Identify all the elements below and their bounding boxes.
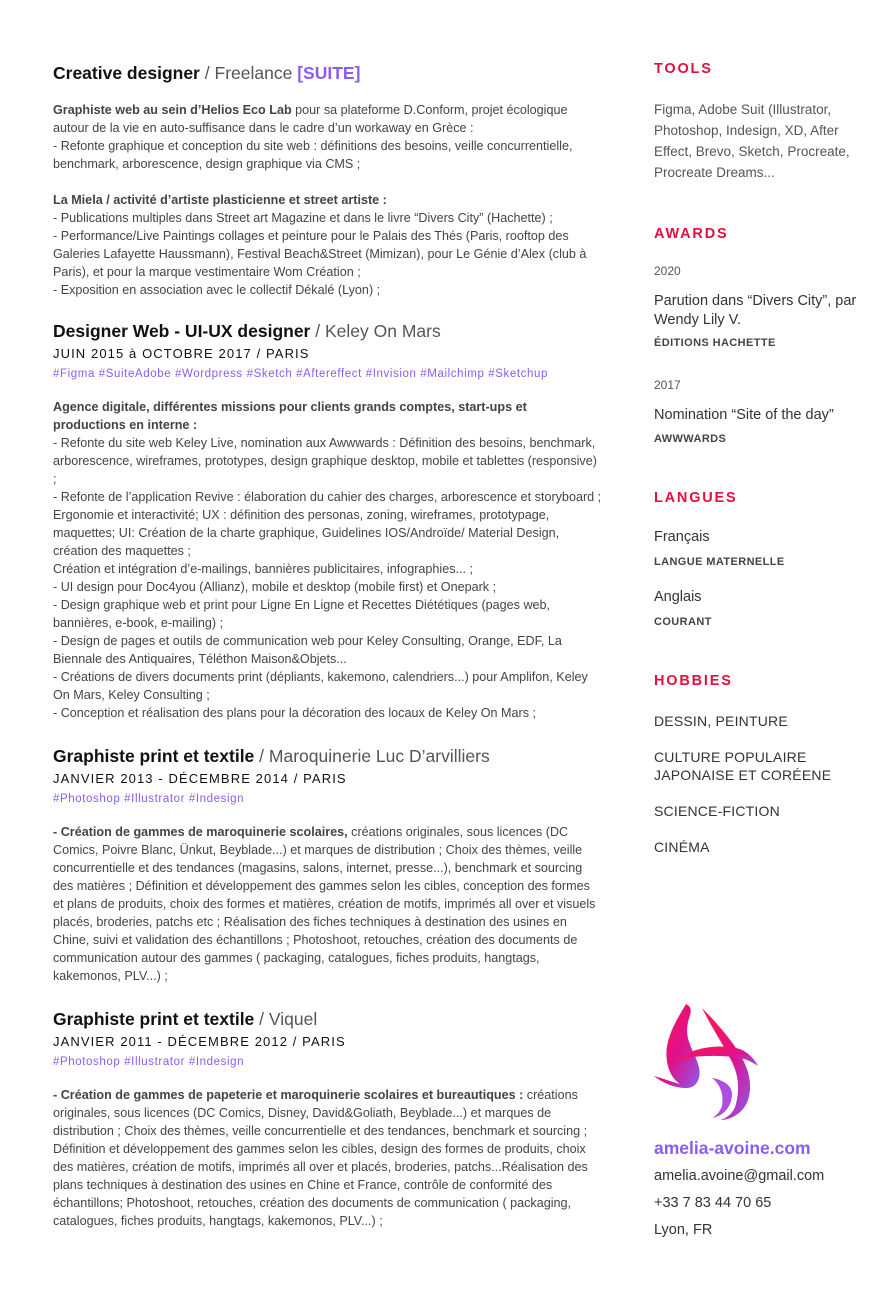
job-title [53,62,603,84]
job-company: Maroquinerie Luc D’arvilliers [268,746,490,766]
monogram-logo-icon [654,1000,762,1122]
experience-maroquinerie [53,745,603,985]
award-title: Parution dans “Divers City”, par Wendy Lily V. [654,293,857,328]
description-lead: Graphiste web au sein d’Helios Eco Lab [53,103,292,117]
job-company: Keley On Mars [325,321,441,341]
languages-heading: LANGUES [654,490,738,506]
language-name: Français [654,529,710,545]
tools-heading: TOOLS [654,61,713,77]
job-date: JANVIER 2011 - DÉCEMBRE 2012 / PARIS [53,1034,346,1049]
description-line [53,632,603,668]
description-line [53,560,603,578]
hobbies-heading: HOBBIES [654,673,733,689]
award-year: 2020 [654,264,681,278]
experience-keley-on-mars [53,320,603,722]
description-text: - Refonte de l’application Revive : élaboration du cahier des charges, arborescence et storyboard ; Ergonomie et interactivité; UX : définition des personas, zoning, wireframes, prototypage, maquettes; UI: Création de la charte graphique, Guidelines IOS/Androïde/ Material Design, création des maquettes ; [53,490,602,558]
job-description [53,1086,603,1230]
description-text: - Design de pages et outils de communication web pour Keley Consulting, Orange, EDF, La Biennale des Antiquaires, Téléthon Maison&Objets... [53,634,562,666]
job-role: Designer Web - UI-UX designer [53,321,311,341]
phone-number[interactable]: +33 7 83 44 70 65 [654,1195,772,1211]
tools-list: Figma, Adobe Suit (Illustrator, Photoshop, Indesign, XD, After Effect, Brevo, Sketch, Procreate, Procreate Dreams... [654,102,850,180]
description-text: - Refonte graphique et conception du site web : définitions des besoins, veille concurrentielle, benchmark, arborescence, design graphique via CMS ; [53,139,573,171]
description-lead: La Miela / activité d’artiste plasticienne et street artiste : [53,193,387,207]
hobby-item: CULTURE POPULAIRE JAPONAISE ET CORÉENE [654,749,832,783]
description-line [53,227,603,281]
description-text: - Performance/Live Paintings collages et peinture pour le Palais des Thés (Paris, rooftop des Galeries Lafayette Haussmann), Festival Beach&Street (Mimizan), pour Le Génie d’Alex (club à Paris), et pour la marque vestimentaire Wom Création ; [53,229,587,279]
language-level: LANGUE MATERNELLE [654,556,785,568]
website-link[interactable]: amelia-avoine.com [654,1138,811,1158]
email-address[interactable]: amelia.avoine@gmail.com [654,1168,825,1184]
description-line [53,398,603,434]
job-description [53,398,603,722]
job-separator: / [315,321,321,341]
description-line [53,596,603,632]
hobby-item: CINÉMA [654,839,710,855]
award-source: ÉDITIONS HACHETTE [654,337,776,349]
description-line [53,209,603,227]
job-title [53,745,603,767]
experience-viquel [53,1008,603,1230]
description-line [53,281,603,299]
language-level: COURANT [654,616,712,628]
description-line [53,191,603,209]
award-title: Nomination “Site of the day” [654,407,834,423]
award-year: 2017 [654,378,681,392]
description-lead: - Création de gammes de papeterie et maroquinerie scolaires et bureautiques : [53,1088,524,1102]
description-text: créations originales, sous licences (DC Comics, Disney, David&Goliath, Beyblade...) et marques de distribution ; Choix des thèmes, veille concurrentielle et des tendances, benchmark et sourcing ; Définition et développement des gammes selon les cibles, design des formes de produits, choix des matières, création de motifs, imprimés all over et placés, broderies, patchs...Réalisation des plans techniques à destination des usines en Chine et France, contrôle de conformité des échantillons; Photoshoot, retouches, création des documents de communication ( packaging, catalogues, fiches produits, hangtags, kakemonos, PLV...) ; [53,1088,588,1228]
language-name: Anglais [654,589,702,605]
job-tags: #Figma #SuiteAdobe #Wordpress #Sketch #Aftereffect #Invision #Mailchimp #Sketchup [53,368,548,380]
description-text: - Design graphique web et print pour Ligne En Ligne et Recettes Diététiques (pages web, bannières, e-book, e-mailing) ; [53,598,551,630]
description-line [53,137,603,173]
job-title [53,1008,603,1030]
description-text: Création et intégration d’e-mailings, bannières publicitaires, infographies... ; [53,562,474,576]
job-role: Graphiste print et textile [53,1009,255,1029]
job-tags: #Photoshop #Illustrator #Indesign [53,1056,245,1068]
award-source: AWWWARDS [654,433,727,445]
description-line [53,823,603,985]
description-text: pour sa plateforme D.Conform, projet écologique autour de la vie en auto-suffisance dans le cadre d’un workaway en Grèce : [53,103,568,135]
description-text: - Créations de divers documents print (dépliants, kakemono, calendriers...) pour Amplifon, Keley On Mars, Keley Consulting ; [53,670,588,702]
description-line [53,704,603,722]
description-text: - Exposition en association avec le collectif Dékalé (Lyon) ; [53,283,381,297]
job-separator: / [204,63,210,83]
description-text: - Refonte du site web Keley Live, nomination aux Awwwards : Définition des besoins, benchmark, arborescence, wireframes, prototypes, design graphique desktop, mobile et tablettes (responsive) ; [53,436,597,486]
description-text: - UI design pour Doc4you (Allianz), mobile et desktop (mobile first) et Onepark ; [53,580,497,594]
description-text: créations originales, sous licences (DC Comics, Poivre Blanc, Ünkut, Beyblade...) et marques de distribution ; Choix des thèmes, veille concurrentielle et des tendances (magasins, salons, internet, presse...), benchmark et sourcing des matières ; Définition et développement des gammes selon les cibles, conception des formes et plans de produits, choix des formes et matières, création de motifs, imprimés all over et visuels placés, broderies, patchs etc ; Réalisation des fiches techniques à destination des usines en Chine, suivi et validation des échantillons ; Photoshoot, retouches, création des documents de communication autour des gammes ( packaging, catalogues, fiches produits, hangtags, kakemonos, PLV...) ; [53,825,596,983]
paragraph-gap [53,173,603,191]
job-role: Graphiste print et textile [53,746,255,766]
job-tags: #Photoshop #Illustrator #Indesign [53,793,245,805]
job-description [53,101,603,299]
job-separator: / [259,746,265,766]
job-role: Creative designer [53,63,200,83]
description-lead: - Création de gammes de maroquinerie scolaires, [53,825,348,839]
description-line [53,668,603,704]
awards-heading: AWARDS [654,226,729,242]
job-company: Viquel [268,1009,318,1029]
job-separator: / [259,1009,265,1029]
description-text: - Publications multiples dans Street art Magazine et dans le livre “Divers City” (Hachette) ; [53,211,553,225]
hobby-item: SCIENCE-FICTION [654,803,780,819]
description-text: - Conception et réalisation des plans pour la décoration des locaux de Keley On Mars ; [53,706,537,720]
description-lead: Agence digitale, différentes missions pour clients grands comptes, start-ups et productions en interne : [53,400,527,432]
description-line [53,1086,603,1230]
job-date: JUIN 2015 à OCTOBRE 2017 / PARIS [53,346,310,361]
job-company: Freelance [214,63,293,83]
job-title [53,320,603,342]
location: Lyon, FR [654,1222,713,1238]
description-line [53,488,603,560]
experience-freelance [53,62,603,299]
description-line [53,101,603,137]
suite-badge: [SUITE] [297,63,361,83]
description-line [53,578,603,596]
job-description [53,823,603,985]
job-date: JANVIER 2013 - DÉCEMBRE 2014 / PARIS [53,771,347,786]
description-line [53,434,603,488]
hobby-item: DESSIN, PEINTURE [654,713,788,729]
